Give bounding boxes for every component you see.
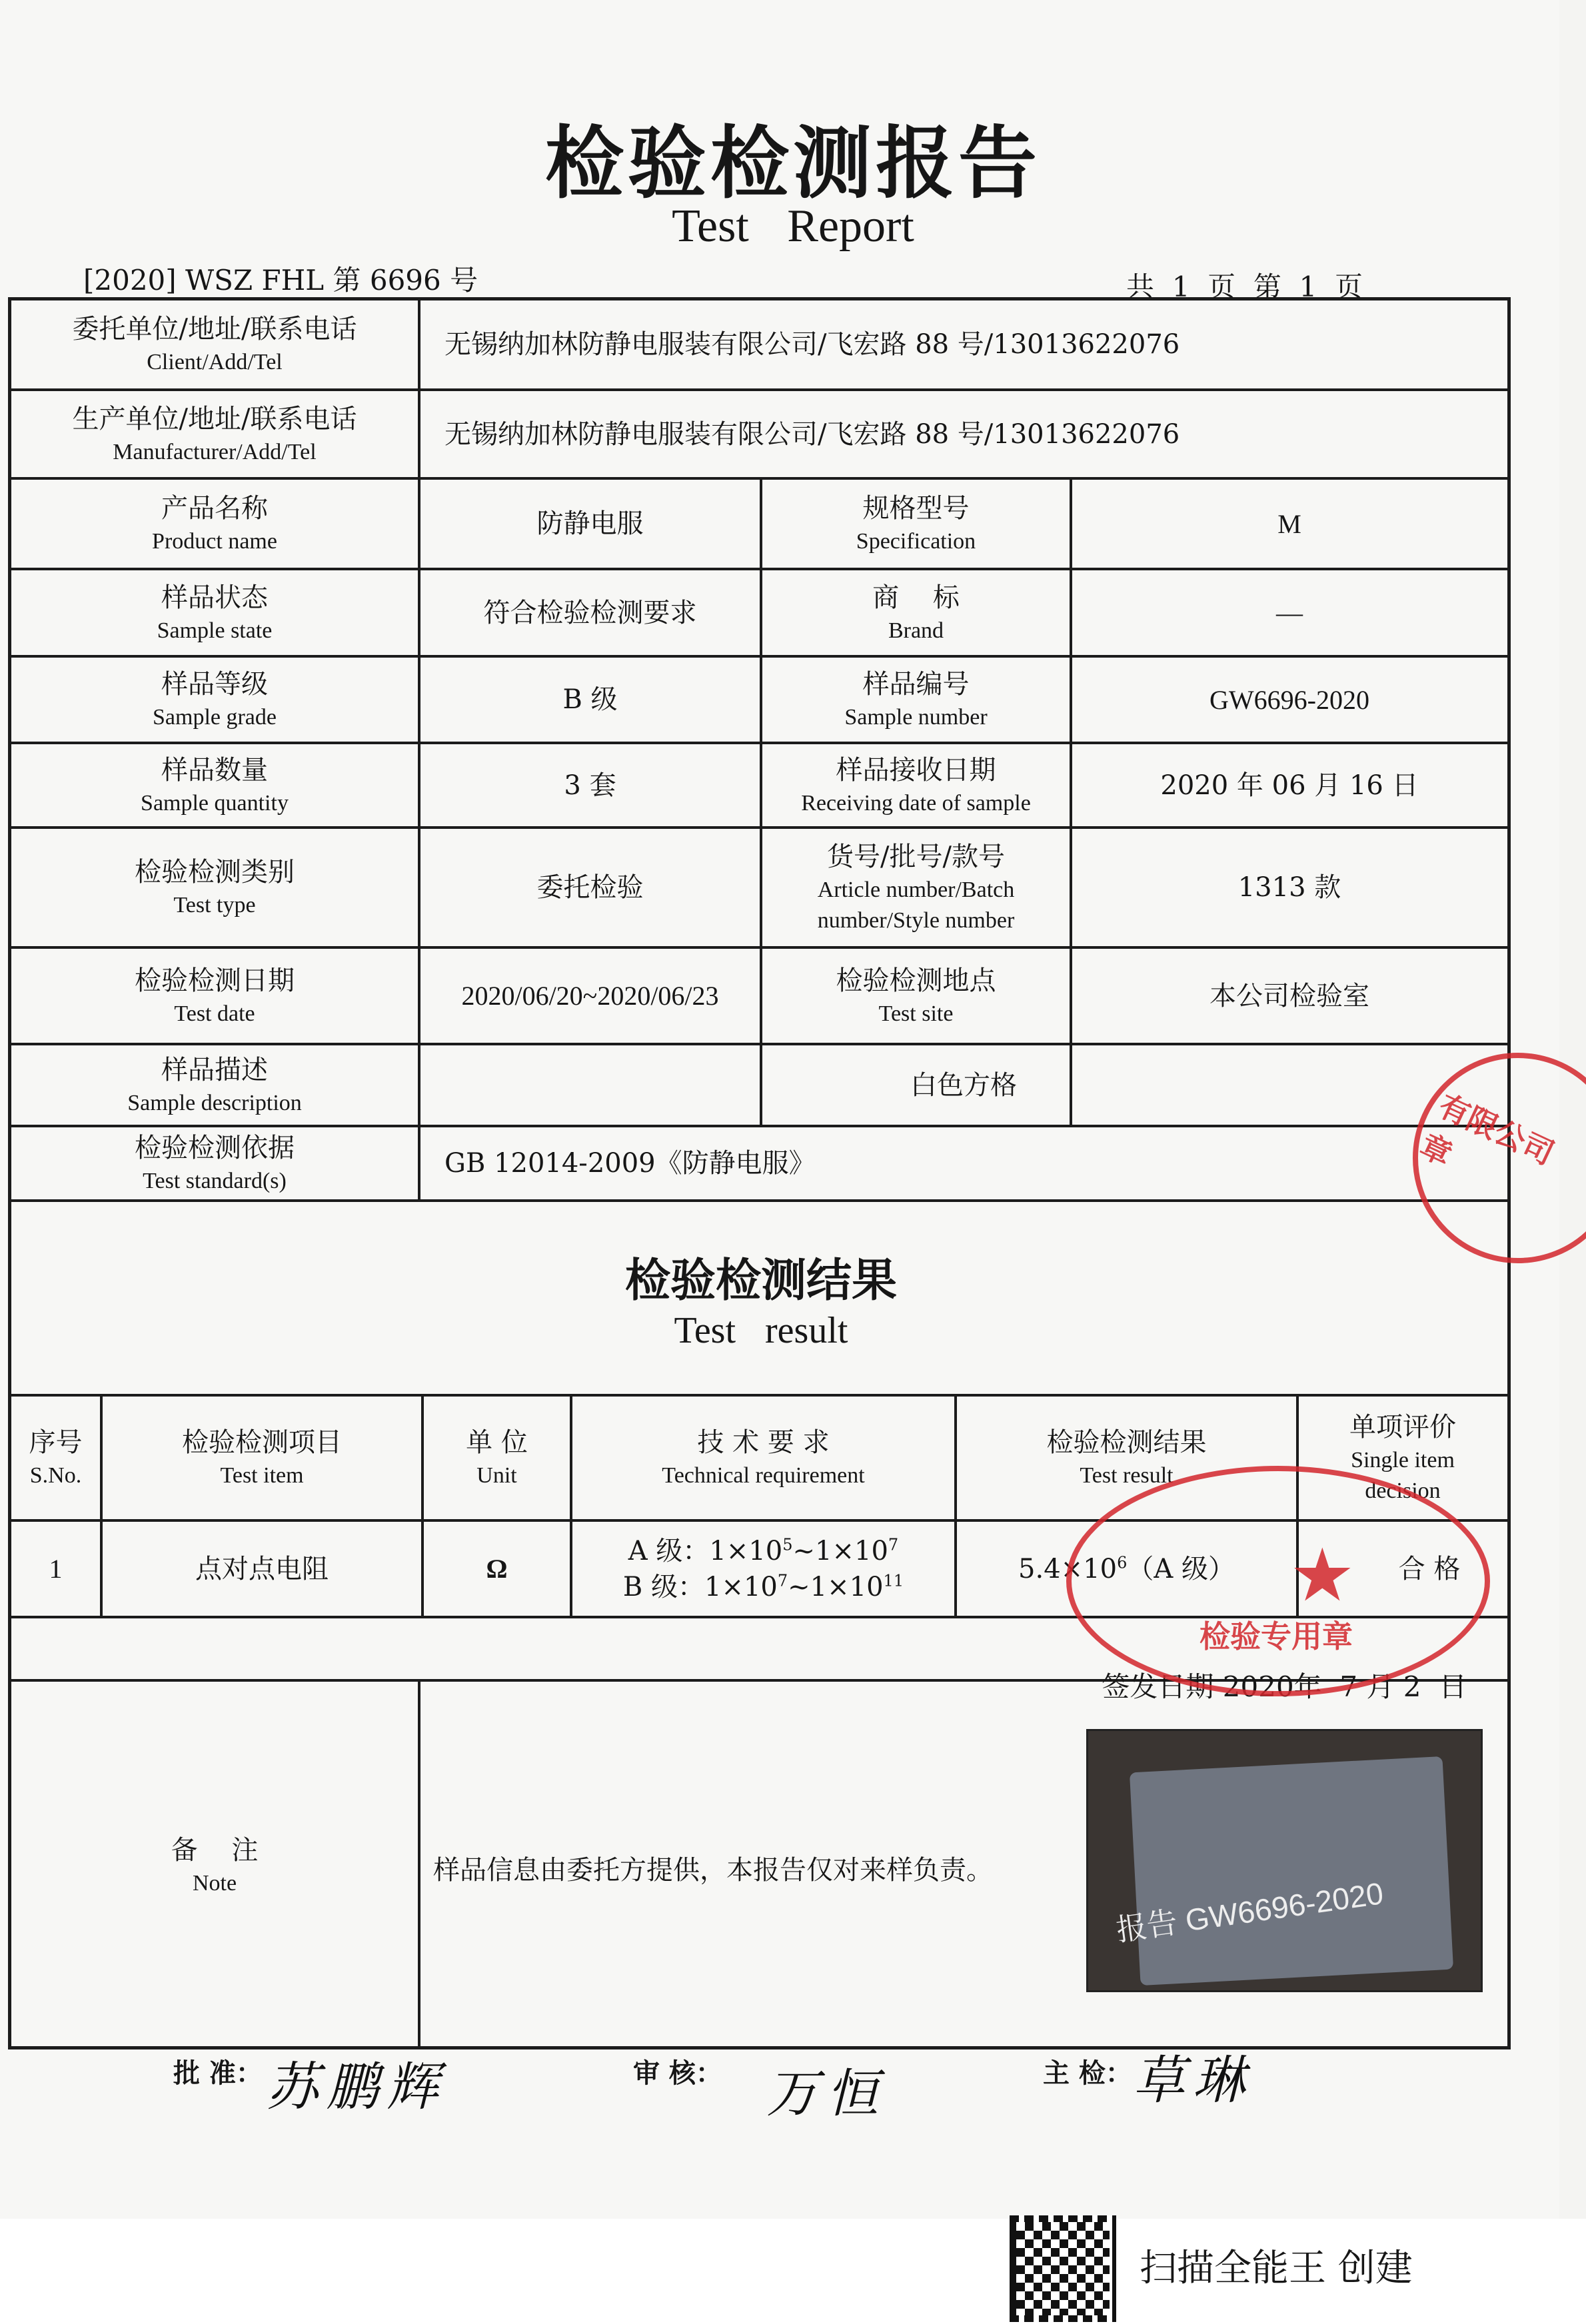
inspect-label: 主 检： xyxy=(1043,2057,1132,2089)
standard-value: GB 12014-2009《防静电服》 xyxy=(444,1148,816,1179)
header-unit: 单 位 Unit xyxy=(466,1427,528,1488)
client-value: 无锡纳加林防静电服装有限公司/飞宏路 88 号/13013622076 xyxy=(444,329,1180,360)
sample-number-label: 样品编号 Sample number xyxy=(844,669,988,730)
approve-signature: 苏鹏辉 xyxy=(267,2057,447,2117)
test-type-label: 检验检测类别 Test type xyxy=(135,857,295,918)
issue-date: 签发日期 2020年 7 月 2 日 xyxy=(1102,1670,1467,1703)
manufacturer-value: 无锡纳加林防静电服装有限公司/飞宏路 88 号/13013622076 xyxy=(444,418,1180,450)
title-chinese: 检验检测报告 xyxy=(544,117,1041,209)
description-value: 白色方格 xyxy=(910,1069,1017,1101)
photo-label: 报告 GW6696-2020 xyxy=(1114,1876,1386,1948)
sample-number-value: GW6696-2020 xyxy=(1209,684,1369,715)
scanner-watermark: 扫描全能王 创建 xyxy=(1140,2247,1413,2290)
product-value: 防静电服 xyxy=(536,508,644,539)
header-test-item: 检验检测项目 Test item xyxy=(182,1427,342,1488)
test-date-label: 检验检测日期 Test date xyxy=(135,965,295,1026)
header-test-result: 检验检测结果 Test result xyxy=(1046,1427,1207,1488)
description-label: 样品描述 Sample description xyxy=(127,1054,302,1115)
header-requirement: 技 术 要 求 Technical requirement xyxy=(662,1427,865,1488)
test-type-value: 委托检验 xyxy=(536,872,644,903)
result-unit: Ω xyxy=(486,1554,508,1584)
test-site-value: 本公司检验室 xyxy=(1209,980,1369,1011)
brand-value: — xyxy=(1276,598,1303,628)
spec-value: M xyxy=(1277,508,1301,539)
page-info: 共 1 页 第 1 页 xyxy=(1126,271,1363,303)
note-label: 备 注 Note xyxy=(171,1835,259,1896)
result-value: $5.4\times 10^6(A$ 级） xyxy=(1018,1553,1235,1584)
standard-label: 检验检测依据 Test standard(s) xyxy=(135,1133,295,1194)
qr-code-icon xyxy=(1010,2215,1116,2322)
brand-label: 商 标 Brand xyxy=(872,582,960,643)
sample-quantity-label: 样品数量 Sample quantity xyxy=(141,754,289,816)
sample-state-value: 符合检验检测要求 xyxy=(483,597,697,628)
review-label: 审 核： xyxy=(633,2057,722,2089)
header-sno: 序号 S.No. xyxy=(29,1427,83,1488)
sample-photo xyxy=(1086,1729,1483,1992)
product-label: 产品名称 Product name xyxy=(152,493,277,554)
receive-date-value: 2020 年 06 月 16 日 xyxy=(1160,770,1419,801)
header-decision: 单项评价 Single item decision xyxy=(1349,1412,1456,1503)
inspection-stamp-text: 检验专用章 xyxy=(1199,1618,1353,1654)
sample-state-label: 样品状态 Sample state xyxy=(157,582,273,643)
star-icon: ★ xyxy=(1289,1532,1355,1618)
sample-grade-value: B 级 xyxy=(562,684,618,715)
spec-label: 规格型号 Specification xyxy=(856,493,976,554)
result-title: 检验检测结果 Test result xyxy=(624,1253,897,1351)
note-text: 样品信息由委托方提供，本报告仅对来样负责。 xyxy=(433,1855,993,1886)
article-label: 货号/批号/款号 Article number/Batch number/Style number xyxy=(817,842,1015,933)
approve-label: 批 准： xyxy=(173,2057,263,2089)
manufacturer-label: 生产单位/地址/联系电话 Manufacturer/Add/Tel xyxy=(72,403,357,464)
article-value: 1313 款 xyxy=(1237,872,1341,903)
result-test-item: 点对点电阻 xyxy=(195,1553,329,1584)
inspection-stamp xyxy=(1066,1466,1490,1696)
sample-grade-label: 样品等级 Sample grade xyxy=(153,669,277,730)
sample-quantity-value: 3 套 xyxy=(564,770,616,801)
client-label: 委托单位/地址/联系电话 Client/Add/Tel xyxy=(72,314,357,375)
company-stamp-text: 有限公司 章 xyxy=(1414,1087,1560,1173)
result-sno: 1 xyxy=(49,1554,63,1584)
report-number: [2020] WSZ FHL 第 6696 号 xyxy=(83,264,478,296)
test-date-value: 2020/06/20~2020/06/23 xyxy=(461,981,719,1011)
inspect-signature: 草琳 xyxy=(1133,2051,1253,2111)
result-decision: 合 格 xyxy=(1398,1553,1461,1584)
test-site-label: 检验检测地点 Test site xyxy=(836,965,996,1026)
title-english: Test Report xyxy=(672,201,914,252)
result-requirement: A 级：$1\times 10^5\sim 1\times 10^7$ B 级：$1\times 10^7\sim 1\times 10^{11}$ xyxy=(622,1535,904,1602)
receive-date-label: 样品接收日期 Receiving date of sample xyxy=(801,754,1031,816)
review-signature: 万恒 xyxy=(766,2064,887,2124)
